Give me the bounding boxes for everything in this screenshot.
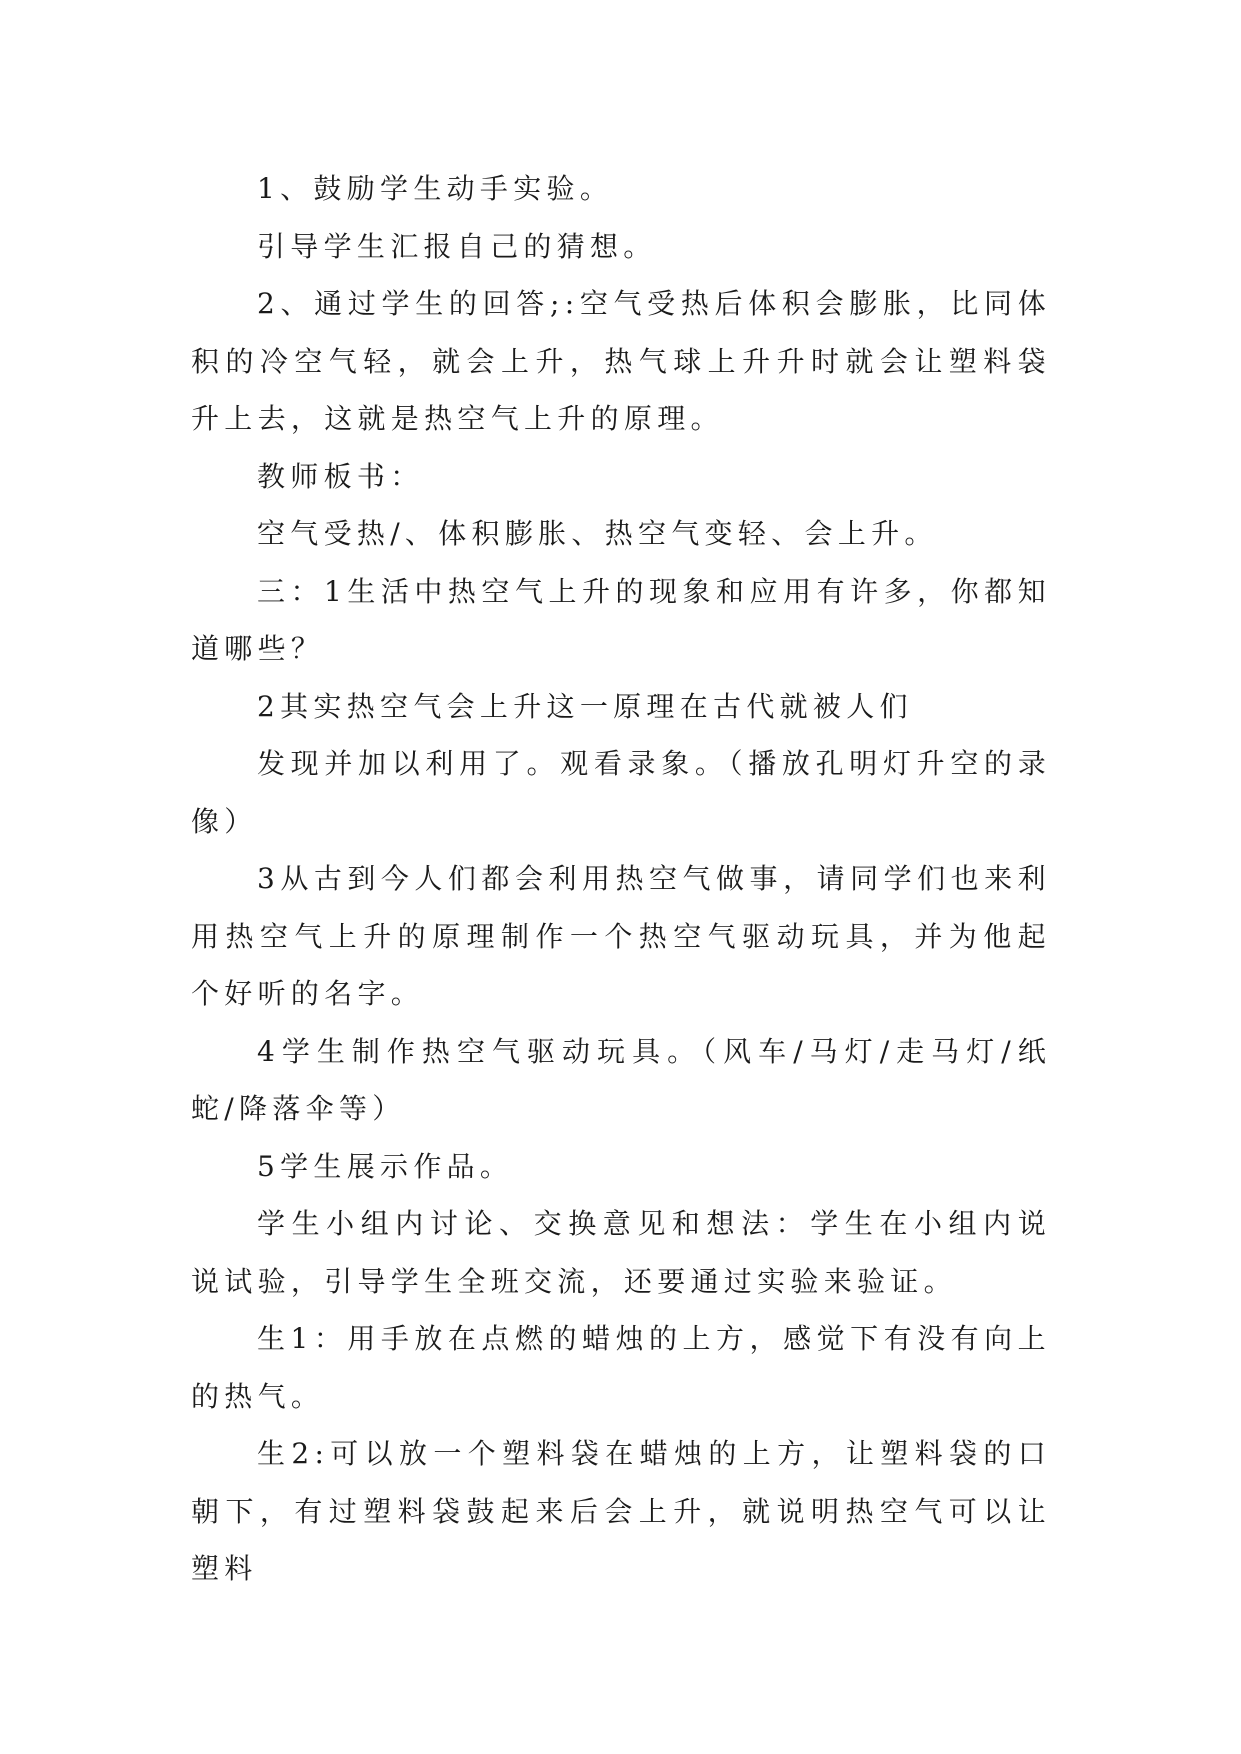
paragraph: 引导学生汇报自己的猜想。 (257, 229, 657, 263)
paragraph: 4学生制作热空气驱动玩具。（风车/马灯/走马灯/纸蛇/降落伞等） (191, 1034, 1051, 1125)
paragraph: 2其实热空气会上升这一原理在古代就被人们 (257, 689, 913, 723)
paragraph: 三：1生活中热空气上升的现象和应用有许多，你都知道哪些？ (191, 574, 1051, 665)
document-body (191, 160, 1051, 1598)
paragraph: 教师板书： (257, 459, 424, 493)
paragraph: 生2:可以放一个塑料袋在蜡烛的上方，让塑料袋的口朝下，有过塑料袋鼓起来后会上升，就说明热空气可以让塑料 (191, 1437, 1051, 1585)
paragraph: 3从古到今人们都会利用热空气做事，请同学们也来利用热空气上升的原理制作一个热空气驱动玩具，并为他起个好听的名字。 (191, 862, 1051, 1010)
paragraph: 1、鼓励学生动手实验。 (257, 172, 614, 205)
paragraph: 生1：用手放在点燃的蜡烛的上方，感觉下有没有向上的热气。 (191, 1322, 1051, 1413)
paragraph: 学生小组内讨论、交换意见和想法：学生在小组内说说试验，引导学生全班交流，还要通过实验来验证。 (191, 1207, 1051, 1298)
paragraph: 空气受热/、体积膨胀、热空气变轻、会上升。 (257, 517, 938, 550)
paragraph: 发现并加以利用了。观看录象。（播放孔明灯升空的录像） (191, 747, 1051, 838)
paragraph: 5学生展示作品。 (257, 1149, 514, 1183)
paragraph: 2、通过学生的回答;:空气受热后体积会膨胀，比同体积的冷空气轻，就会上升，热气球上升升时就会让塑料袋升上去，这就是热空气上升的原理。 (191, 287, 1051, 435)
